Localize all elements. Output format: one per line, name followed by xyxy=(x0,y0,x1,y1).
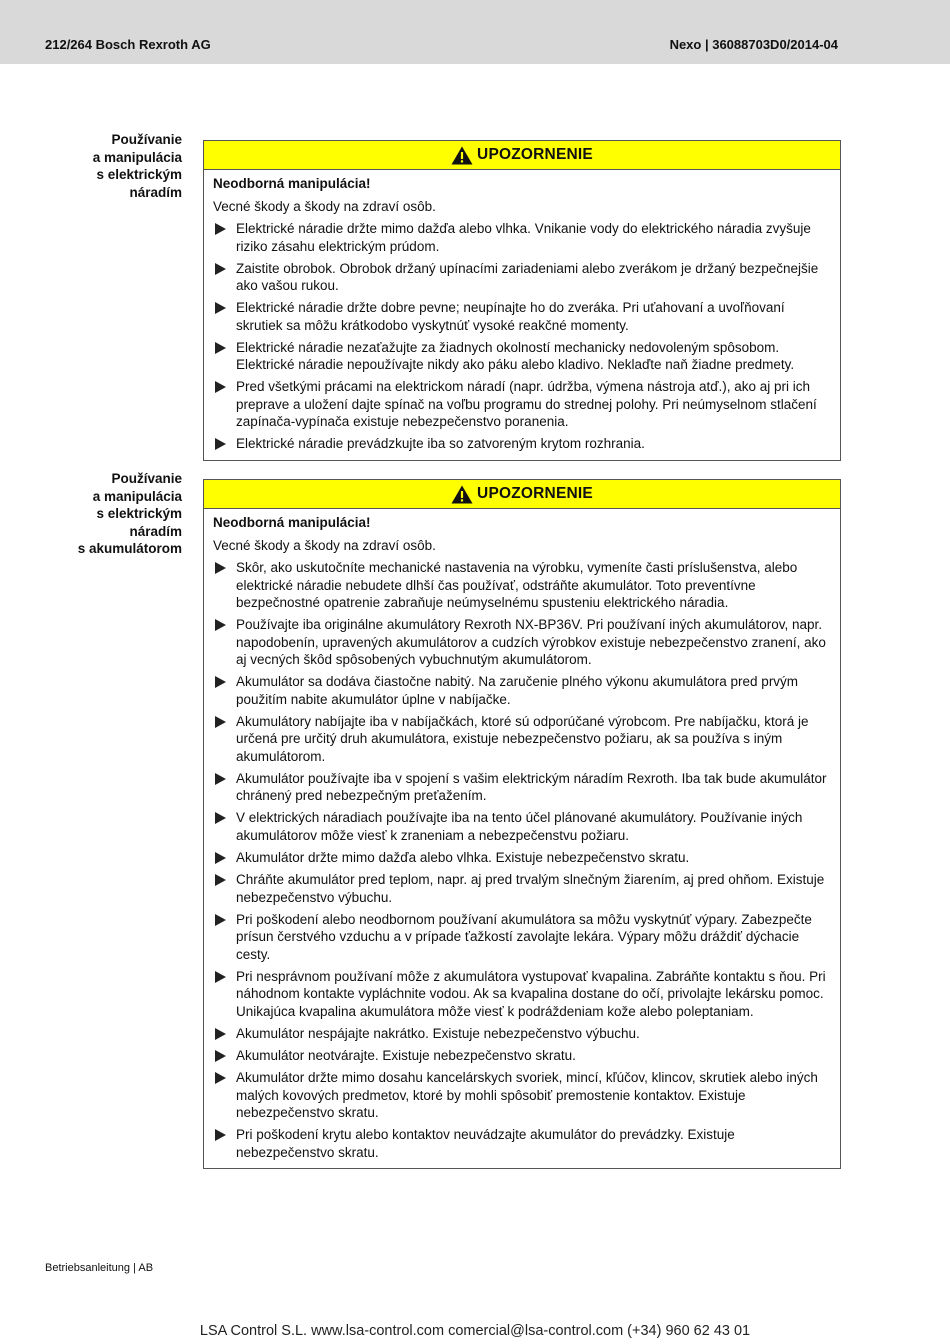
measures-list xyxy=(213,220,832,453)
list-item: Akumulátor sa dodáva čiastočne nabitý. Na zaručenie plného výkonu akumulátora pred prvým použitím nabite akumulátor úplne v nabíjačke. xyxy=(213,673,832,708)
page-header xyxy=(0,0,950,64)
warning-triangle-icon xyxy=(451,485,473,504)
footer-doc-type: Betriebsanleitung | AB xyxy=(45,1262,154,1274)
hazard-title: Neodborná manipulácia! xyxy=(213,176,371,191)
hazard-consequence: Vecné škody a škody na zdraví osôb. xyxy=(213,537,436,553)
warning-box xyxy=(203,479,841,1169)
list-item: Zaistite obrobok. Obrobok držaný upínacími zariadeniami alebo zverákom je držaný bezpečnejšie ako vašou rukou. xyxy=(213,260,832,295)
list-item: Akumulátor nespájajte nakrátko. Existuje nebezpečenstvo výbuchu. xyxy=(213,1025,832,1043)
list-item: Elektrické náradie prevádzkujte iba so zatvoreným krytom rozhrania. xyxy=(213,435,832,453)
list-item: V elektrických náradiach používajte iba na tento účel plánované akumulátory. Používanie iných akumulátorov môže viesť k zraneniam a nebezpečenstvu požiaru. xyxy=(213,809,832,844)
warning-body xyxy=(204,170,840,460)
header-doc-info: Nexo | 36088703D0/2014-04 xyxy=(669,37,838,52)
warning-box xyxy=(203,140,841,461)
header-page-info: 212/264 Bosch Rexroth AG xyxy=(45,37,211,52)
list-item: Pred všetkými prácami na elektrickom náradí (napr. údržba, výmena nástroja atď.), ako aj pri ich preprave a uložení dajte spínač na voľbu programu do strednej polohy. Pri neúmyselnom stlačení zapínača-vypínača existuje nebezpečenstvo poranenia. xyxy=(213,378,832,431)
measures-list xyxy=(213,559,832,1161)
list-item: Elektrické náradie držte dobre pevne; neupínajte ho do zveráka. Pri uťahovaní a uvoľňovaní skrutiek sa môžu krátkodobo vyskytnúť vysoké reakčné momenty. xyxy=(213,299,832,334)
list-item: Skôr, ako uskutočníte mechanické nastavenia na výrobku, vymeníte časti príslušenstva, alebo elektrické náradie nebudete dlhší čas používať, odstráňte akumulátor. Toto preventívne bezpečnostné opatrenie zabraňuje neúmyselnému spusteniu elektrického náradia. xyxy=(213,559,832,612)
signal-word: UPOZORNENIE xyxy=(477,146,593,163)
hazard-title: Neodborná manipulácia! xyxy=(213,515,371,530)
warning-header xyxy=(204,141,840,170)
footer-contact: LSA Control S.L. www.lsa-control.com comercial@lsa-control.com (+34) 960 62 43 01 xyxy=(199,1323,751,1339)
list-item: Akumulátory nabíjajte iba v nabíjačkách, ktoré sú odporúčané výrobcom. Pre nabíjačku, ktorá je určená pre určitý druh akumulátora, existuje nebezpečenstvo požiaru, ak sa používa s iným akumulátorom. xyxy=(213,713,832,766)
list-item: Pri nesprávnom používaní môže z akumulátora vystupovať kvapalina. Zabráňte kontaktu s ňou. Pri náhodnom kontakte vypláchnite vodou. Ak sa kvapalina dostane do očí, privolajte lekársku pomoc. Unikajúca kvapalina akumulátora môže viesť k podráždeniam kože alebo poleptaniam. xyxy=(213,968,832,1021)
list-item: Chráňte akumulátor pred teplom, napr. aj pred trvalým slnečným žiarením, aj pred ohňom. Existuje nebezpečenstvo výbuchu. xyxy=(213,871,832,906)
section-side-label: Používanie a manipulácia s elektrickým náradím xyxy=(92,132,182,200)
list-item: Akumulátor držte mimo dosahu kancelárskych svoriek, mincí, kľúčov, klincov, skrutiek alebo iných malých kovových predmetov, ktoré by mohli spôsobiť premostenie kontaktov. Existuje nebezpečenstvo skratu. xyxy=(213,1069,832,1122)
hazard-consequence: Vecné škody a škody na zdraví osôb. xyxy=(213,198,436,214)
list-item: Pri poškodení alebo neodbornom používaní akumulátora sa môžu vyskytnúť výpary. Zabezpečte prísun čerstvého vzduchu a v prípade ťažkostí zavolajte lekára. Výpary môžu dráždiť dýchacie cesty. xyxy=(213,911,832,964)
list-item: Akumulátor držte mimo dažďa alebo vlhka. Existuje nebezpečenstvo skratu. xyxy=(213,849,832,867)
list-item: Akumulátor neotvárajte. Existuje nebezpečenstvo skratu. xyxy=(213,1047,832,1065)
list-item: Pri poškodení krytu alebo kontaktov neuvádzajte akumulátor do prevádzky. Existuje nebezpečenstvo skratu. xyxy=(213,1126,832,1161)
list-item: Akumulátor používajte iba v spojení s vašim elektrickým náradím Rexroth. Iba tak bude akumulátor chránený pred nebezpečným preťažením. xyxy=(213,770,832,805)
list-item: Používajte iba originálne akumulátory Rexroth NX-BP36V. Pri používaní iných akumulátorov, napr. napodobenín, upravených akumulátorov a cudzích výrobkov existuje nebezpečenstvo zranení, ako aj vecných škôd spôsobených vybuchnutým akumulátorom. xyxy=(213,616,832,669)
warning-body xyxy=(204,509,840,1168)
list-item: Elektrické náradie nezaťažujte za žiadnych okolností mechanicky nedovoleným spôsobom. Elektrické náradie nepoužívajte nikdy ako páku alebo kladivo. Neklaďte naň žiadne predmety. xyxy=(213,339,832,374)
signal-word: UPOZORNENIE xyxy=(477,485,593,502)
list-item: Elektrické náradie držte mimo dažďa alebo vlhka. Vnikanie vody do elektrického náradia zvyšuje riziko zásahu elektrickým prúdom. xyxy=(213,220,832,255)
section-side-label: Používanie a manipulácia s elektrickým náradím s akumulátorom xyxy=(77,471,182,556)
warning-header xyxy=(204,480,840,509)
warning-triangle-icon xyxy=(451,146,473,165)
